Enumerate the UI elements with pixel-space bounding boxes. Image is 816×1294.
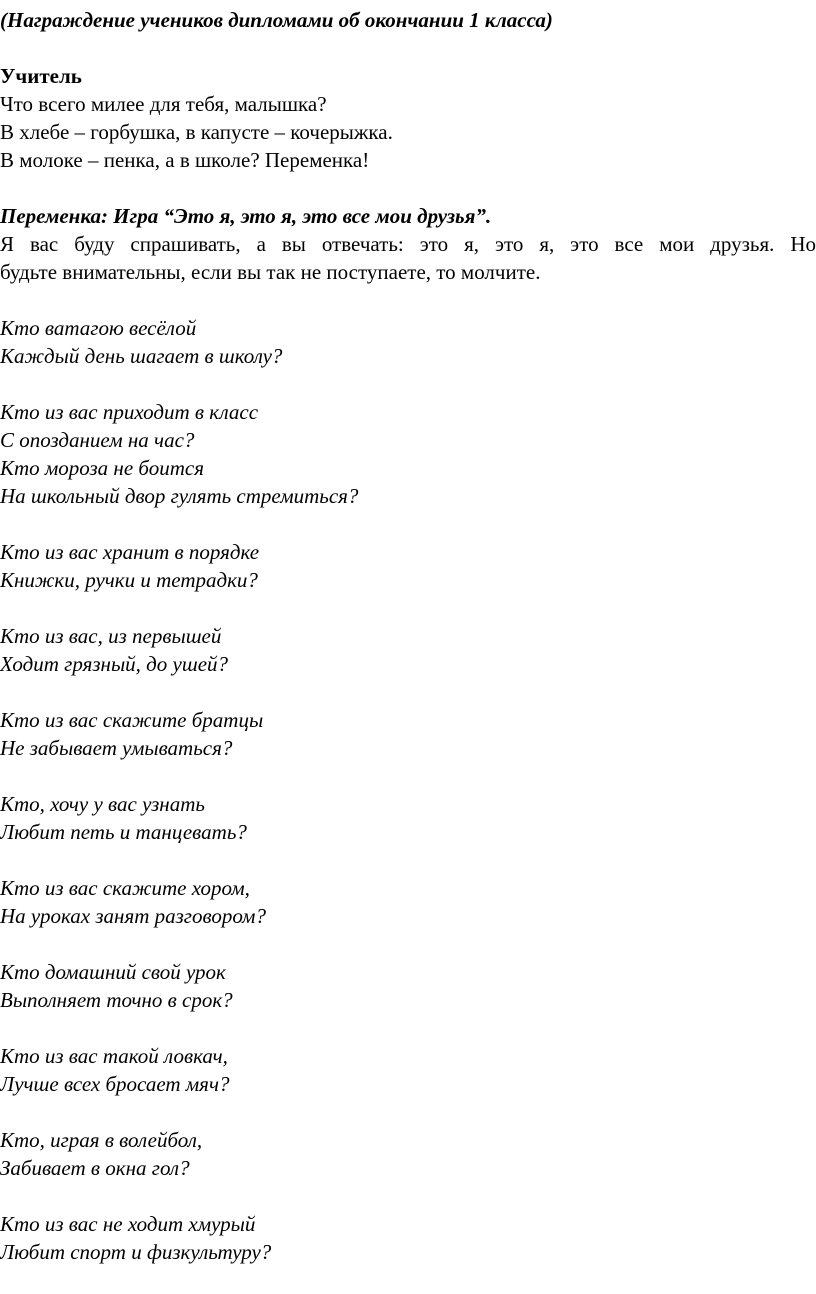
document-heading: (Награждение учеников дипломами об окончании 1 класса)	[0, 8, 553, 32]
verse-line: Любит петь и танцевать?	[0, 820, 247, 844]
verse-line: На уроках занят разговором?	[0, 904, 266, 928]
verse-line: Кто из вас скажите хором,	[0, 876, 250, 900]
verse-line: Любит спорт и физкультуру?	[0, 1240, 272, 1264]
verse-line: Не забывает умываться?	[0, 736, 233, 760]
verse-line: На школьный двор гулять стремиться?	[0, 484, 359, 508]
verse-line: С опозданием на час?	[0, 428, 195, 452]
game-instruction: будьте внимательны, если вы так не поступаете, то молчите.	[0, 260, 541, 284]
verse-line: Кто из вас скажите братцы	[0, 708, 264, 732]
verse-line: Забивает в окна гол?	[0, 1156, 190, 1180]
verse-line: Кто мороза не боится	[0, 456, 204, 480]
verse-line: Кто из вас не ходит хмурый	[0, 1212, 256, 1236]
verse-line: Лучше всех бросает мяч?	[0, 1072, 230, 1096]
game-title: Переменка: Игра “Это я, это я, это все мои друзья”.	[0, 204, 492, 228]
verse-line: Ходит грязный, до ушей?	[0, 652, 229, 676]
verse-line: Кто из вас приходит в класс	[0, 400, 259, 424]
teacher-label: Учитель	[0, 64, 82, 88]
verse-line: Кто ватагою весёлой	[0, 316, 197, 340]
teacher-line: Что всего милее для тебя, малышка?	[0, 92, 327, 116]
verse-line: Каждый день шагает в школу?	[0, 344, 283, 368]
verse-line: Кто из вас хранит в порядке	[0, 540, 260, 564]
teacher-line: В хлебе – горбушка, в капусте – кочерыжка.	[0, 120, 393, 144]
game-instruction: Я вас буду спрашивать, а вы отвечать: это я, это я, это все мои друзья. Но	[0, 232, 816, 256]
verse-line: Кто из вас такой ловкач,	[0, 1044, 228, 1068]
verse-line: Выполняет точно в срок?	[0, 988, 233, 1012]
verse-line: Кто, хочу у вас узнать	[0, 792, 205, 816]
verse-line: Кто домашний свой урок	[0, 960, 226, 984]
verse-line: Кто из вас, из первышей	[0, 624, 222, 648]
teacher-line: В молоке – пенка, а в школе? Переменка!	[0, 148, 370, 172]
verse-line: Кто, играя в волейбол,	[0, 1128, 203, 1152]
verse-line: Книжки, ручки и тетрадки?	[0, 568, 258, 592]
